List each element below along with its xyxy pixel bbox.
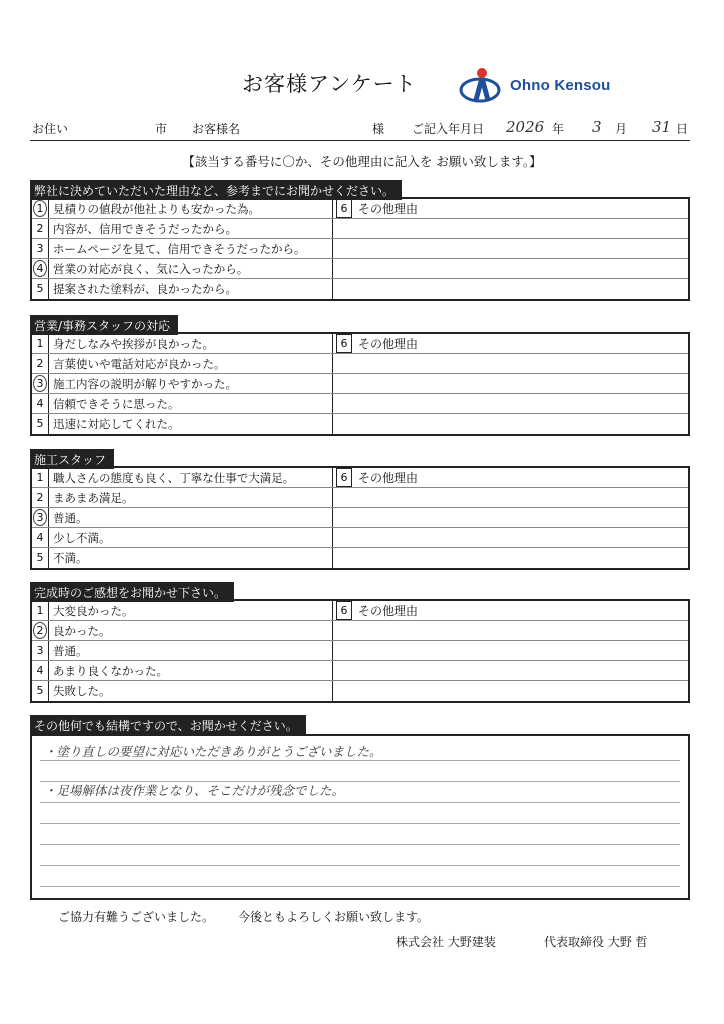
- customer-name-label: お客様名: [192, 122, 241, 136]
- comment-line-2: ・足場解体は夜作業となり、そこだけが残念でした。: [44, 783, 345, 798]
- option-row: [32, 334, 332, 354]
- option-row: [32, 414, 332, 434]
- option-label: 信頼できそうに思った。: [53, 397, 180, 411]
- company-logo: [458, 66, 668, 108]
- other-number: 6: [336, 199, 352, 218]
- option-label: 職人さんの態度も良く、丁寧な仕事で大満足。: [53, 471, 295, 485]
- option-number: 5: [32, 681, 49, 701]
- other-reason-line: [332, 334, 688, 354]
- option-number: 4: [32, 661, 49, 680]
- option-number: 3: [32, 641, 49, 660]
- other-reason-line: [332, 528, 688, 548]
- representative-name: 代表取締役 大野 哲: [544, 935, 648, 949]
- other-reason-line: [332, 219, 688, 239]
- selected-circle-mark: [33, 622, 47, 639]
- option-number: 3: [32, 508, 49, 527]
- option-label: 普通。: [53, 511, 88, 525]
- option-number: 4: [32, 394, 49, 413]
- other-reason-label: その他理由: [358, 604, 419, 618]
- question-grid: [30, 332, 690, 436]
- option-number: 2: [32, 488, 49, 507]
- other-reason-line: [332, 488, 688, 508]
- option-label: 少し不満。: [53, 531, 111, 545]
- selected-circle-mark: [33, 200, 47, 217]
- section-heading: 施工スタッフ: [30, 449, 114, 469]
- question-grid: [30, 197, 690, 301]
- other-reason-line: [332, 374, 688, 394]
- option-row: [32, 219, 332, 239]
- customer-info-line: [30, 118, 690, 141]
- option-row: [32, 239, 332, 259]
- option-label: あまり良くなかった。: [53, 664, 168, 678]
- option-row: [32, 354, 332, 374]
- option-row: [32, 681, 332, 701]
- option-row: [32, 661, 332, 681]
- option-label: 施工内容の説明が解りやすかった。: [53, 377, 237, 391]
- day-value: 31: [652, 118, 672, 136]
- option-number: 2: [32, 354, 49, 373]
- section-heading: 完成時のご感想をお聞かせ下さい。: [30, 582, 234, 602]
- option-row: [32, 621, 332, 641]
- option-label: 普通。: [53, 644, 88, 658]
- other-reason-line: [332, 641, 688, 661]
- option-number: 3: [32, 239, 49, 258]
- instruction-text: 【該当する番号に〇か、その他理由に記入を お願い致します。】: [182, 154, 542, 169]
- other-reason-column: [332, 601, 688, 701]
- option-label: 大変良かった。: [53, 604, 134, 618]
- option-label: 失敗した。: [53, 684, 111, 698]
- option-label: ホームページを見て、信用できそうだったから。: [53, 242, 306, 256]
- sama-label: 様: [372, 122, 385, 136]
- option-label: 営業の対応が良く、気に入ったから。: [53, 262, 249, 276]
- other-reason-line: [332, 681, 688, 701]
- options-column: [32, 601, 333, 701]
- logo-text: Ohno Kensou: [510, 77, 611, 94]
- option-row: [32, 488, 332, 508]
- other-reason-line: [332, 394, 688, 414]
- option-label: 不満。: [53, 551, 88, 565]
- option-row: [32, 374, 332, 394]
- other-reason-line: [332, 414, 688, 434]
- options-column: [32, 468, 333, 568]
- other-reason-line: [332, 259, 688, 279]
- option-row: [32, 394, 332, 414]
- other-reason-line: [332, 601, 688, 621]
- logo-mark-icon: [458, 66, 504, 108]
- other-reason-column: [332, 199, 688, 299]
- other-reason-line: [332, 661, 688, 681]
- option-number: 5: [32, 414, 49, 434]
- other-reason-column: [332, 334, 688, 434]
- option-label: 提案された塗料が、良かったから。: [53, 282, 237, 296]
- option-number: 2: [32, 219, 49, 238]
- option-label: 迅速に対応してくれた。: [53, 417, 180, 431]
- option-row: [32, 259, 332, 279]
- option-label: 言葉使いや電話対応が良かった。: [53, 357, 226, 371]
- other-reason-line: [332, 508, 688, 528]
- other-number: 6: [336, 468, 352, 487]
- option-label: まあまあ満足。: [53, 491, 134, 505]
- options-column: [32, 199, 333, 299]
- other-reason-label: その他理由: [358, 337, 419, 351]
- other-reason-line: [332, 239, 688, 259]
- question-grid: [30, 599, 690, 703]
- option-number: 3: [32, 374, 49, 393]
- option-number: 5: [32, 548, 49, 568]
- other-reason-line: [332, 621, 688, 641]
- month-value: 3: [592, 118, 602, 136]
- section-heading: 弊社に決めていただいた理由など、参考までにお聞かせください。: [30, 180, 402, 200]
- selected-circle-mark: [33, 375, 47, 392]
- selected-circle-mark: [33, 260, 47, 277]
- other-reason-label: その他理由: [358, 471, 419, 485]
- option-number: 2: [32, 621, 49, 640]
- option-row: [32, 199, 332, 219]
- year-label: 年: [552, 122, 565, 136]
- thanks-text: ご協力有難うございました。: [58, 910, 215, 924]
- date-label: ご記入年月日: [412, 122, 485, 136]
- other-reason-line: [332, 279, 688, 299]
- option-row: [32, 508, 332, 528]
- option-number: 4: [32, 528, 49, 547]
- option-label: 見積りの値段が他社よりも安かった為。: [53, 202, 260, 216]
- options-column: [32, 334, 333, 434]
- option-number: 1: [32, 601, 49, 620]
- other-reason-line: [332, 354, 688, 374]
- option-number: 1: [32, 468, 49, 487]
- option-label: 内容が、信用できそうだったから。: [53, 222, 237, 236]
- option-label: 良かった。: [53, 624, 111, 638]
- option-row: [32, 468, 332, 488]
- other-number: 6: [336, 334, 352, 353]
- month-label: 月: [615, 122, 628, 136]
- option-number: 5: [32, 279, 49, 299]
- option-row: [32, 279, 332, 299]
- option-number: 1: [32, 334, 49, 353]
- other-reason-line: [332, 468, 688, 488]
- option-label: 身だしなみや挨拶が良かった。: [53, 337, 214, 351]
- other-reason-column: [332, 468, 688, 568]
- option-row: [32, 601, 332, 621]
- other-reason-label: その他理由: [358, 202, 419, 216]
- comments-box: [30, 734, 690, 900]
- option-number: 1: [32, 199, 49, 218]
- company-name: 株式会社 大野建装: [396, 935, 496, 949]
- other-number: 6: [336, 601, 352, 620]
- city-label: 市: [155, 122, 168, 136]
- option-row: [32, 548, 332, 568]
- selected-circle-mark: [33, 509, 47, 526]
- regards-text: 今後ともよろしくお願い致します。: [238, 910, 430, 924]
- page-title: お客様アンケート: [242, 72, 417, 96]
- address-label: お住い: [32, 122, 69, 136]
- section-heading: 営業/事務スタッフの対応: [30, 315, 178, 335]
- option-number: 4: [32, 259, 49, 278]
- year-value: 2026: [506, 118, 545, 136]
- day-label: 日: [676, 122, 689, 136]
- other-reason-line: [332, 199, 688, 219]
- comment-line-1: ・塗り直しの要望に対応いただきありがとうございました。: [44, 744, 382, 759]
- comments-heading: その他何でも結構ですので、お聞かせください。: [30, 715, 306, 735]
- other-reason-line: [332, 548, 688, 568]
- option-row: [32, 641, 332, 661]
- question-grid: [30, 466, 690, 570]
- option-row: [32, 528, 332, 548]
